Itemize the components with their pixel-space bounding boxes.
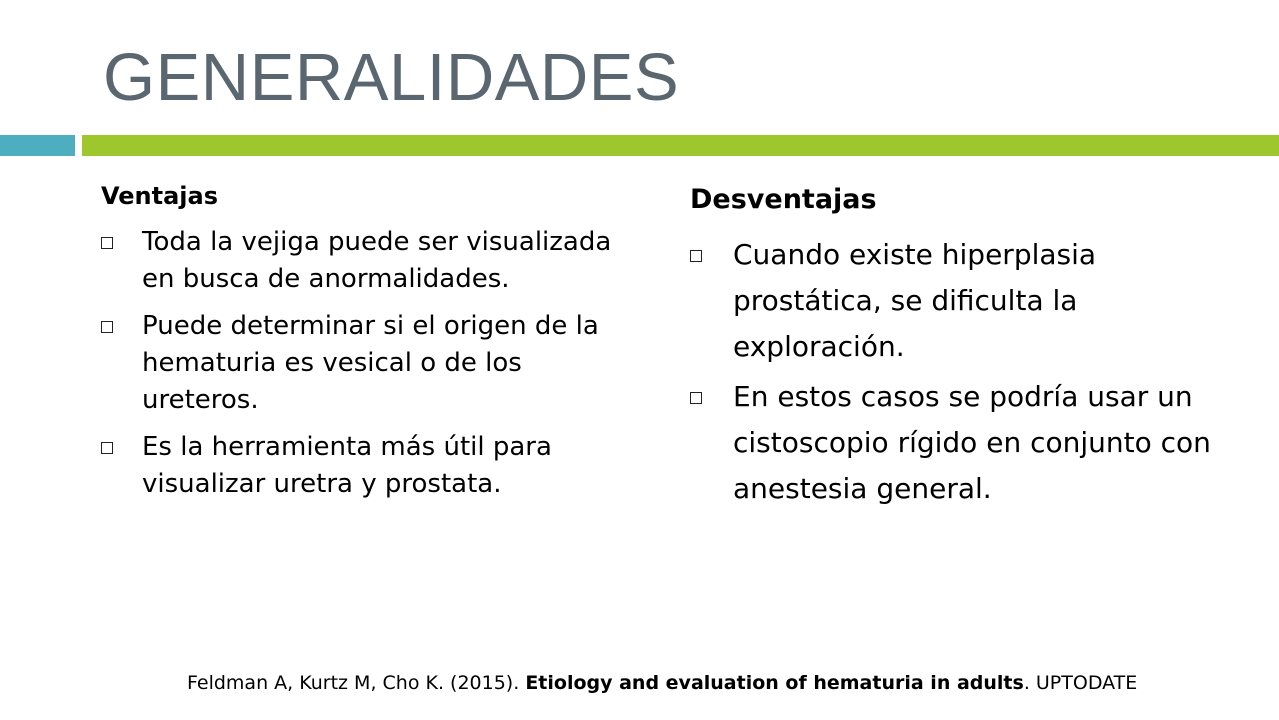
list-item-text: En estos casos se podría usar un cistoscopio rígido en conjunto con anestesia general. [733,380,1211,505]
accent-bar-right [82,135,1279,156]
accent-bar-left [0,135,75,156]
list-item [101,429,621,503]
square-bullet-icon [101,321,113,333]
list-item [101,308,621,419]
square-bullet-icon [690,250,702,262]
desventajas-heading: Desventajas [690,184,877,215]
desventajas-list [690,232,1250,512]
list-item [101,224,621,298]
ventajas-column [101,176,621,513]
reference-source: . UPTODATE [1023,672,1138,694]
list-item-text: Puede determinar si el origen de la hematuria es vesical o de los ureteros. [142,311,599,415]
list-item-text: Cuando existe hiperplasia prostática, se dificulta la exploración. [733,238,1097,363]
reference-authors: Feldman A, Kurtz M, Cho K. (2015). [187,672,526,694]
square-bullet-icon [690,392,702,404]
desventajas-column [690,180,1250,516]
ventajas-heading: Ventajas [101,182,218,210]
ventajas-list [101,224,621,503]
square-bullet-icon [101,442,113,454]
reference-citation [187,668,1137,698]
list-item-text: Toda la vejiga puede ser visualizada en busca de anormalidades. [142,227,612,294]
list-item-text: Es la herramienta más útil para visualizar uretra y prostata. [142,432,552,499]
list-item [690,374,1250,512]
slide-title: GENERALIDADES [103,40,680,115]
reference-article-title: Etiology and evaluation of hematuria in adults [525,672,1024,694]
list-item [690,232,1250,370]
square-bullet-icon [101,237,113,249]
